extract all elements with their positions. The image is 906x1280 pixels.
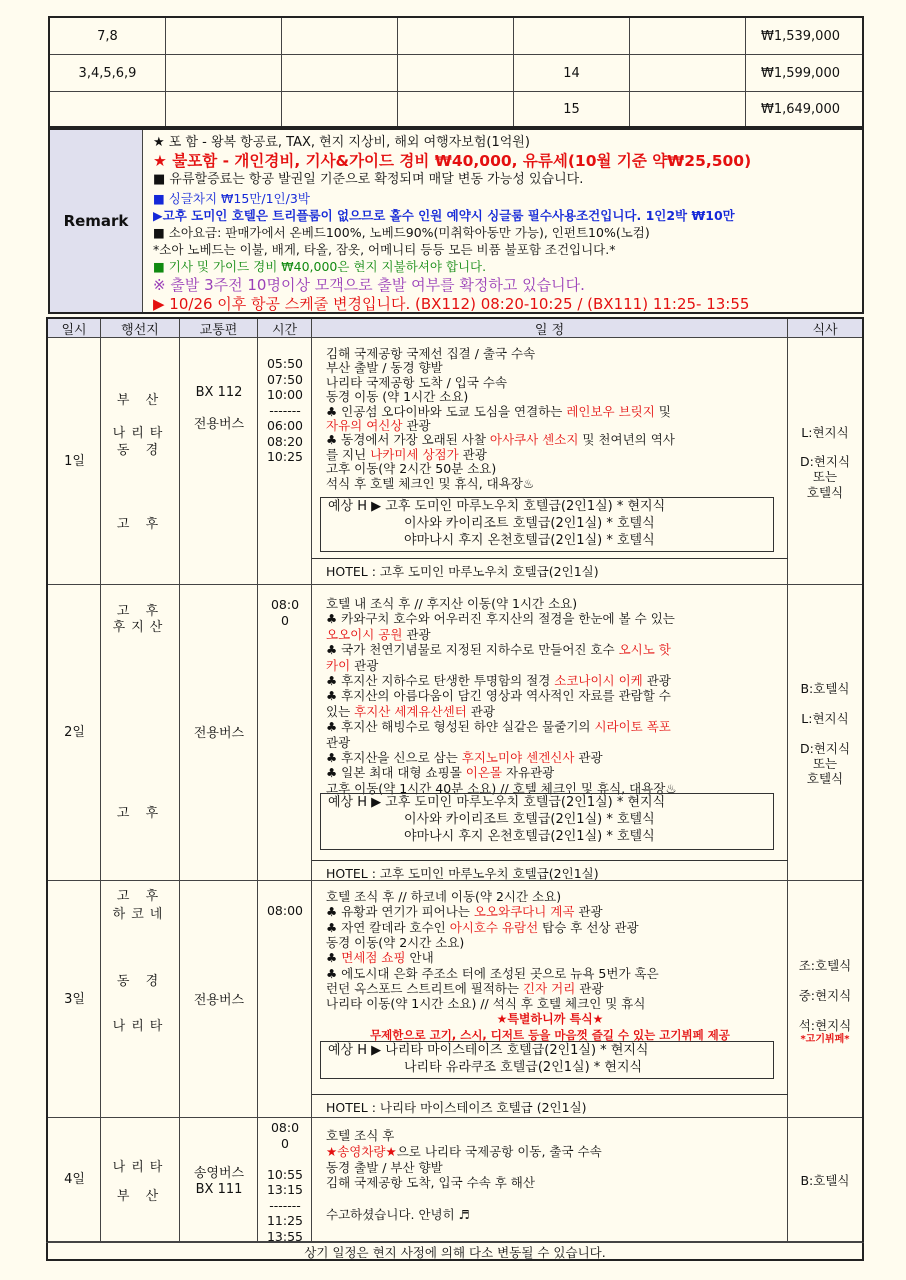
price-cell: 14 (514, 55, 630, 92)
schedule-header-cell: 식사 (788, 319, 862, 338)
meal-label: 또는 (812, 756, 838, 771)
itinerary-line: ♣ 면세점 쇼핑 안내 (326, 950, 434, 966)
itinerary-line: 동경 출발 / 부산 향발 (326, 1159, 443, 1175)
schedule-cell (180, 338, 258, 585)
hotel-line: HOTEL : 고후 도미인 마루노우치 호텔급(2인1실) (326, 866, 599, 881)
itinerary-line: 호텔 조식 후 (326, 1128, 395, 1143)
schedule-footer: 상기 일정은 현지 사정에 의해 다소 변동될 수 있습니다. (46, 1242, 864, 1262)
price-cell (282, 55, 398, 92)
remark-line: ■ 기사 및 가이드 경비 ₩40,000은 현지 지불하셔야 합니다. (153, 259, 487, 274)
destination-label: 나리타 (112, 1019, 169, 1034)
price-cell (398, 55, 514, 92)
price-cell (514, 18, 630, 55)
price-cell (50, 92, 166, 126)
price-cell: 3,4,5,6,9 (50, 55, 166, 92)
itinerary-line: 관광 (326, 734, 351, 750)
hotel-option: 이사와 카이리조트 호텔급(2인1실) * 호텔식 (404, 516, 655, 531)
schedule-header-cell: 일 정 (312, 319, 788, 338)
schedule-header-cell: 시간 (258, 319, 312, 338)
itinerary-line: 동경 이동 (약 1시간 소요) (326, 389, 469, 405)
price-cell: ₩1,649,000 (760, 101, 840, 117)
itinerary-line: 런던 옥스포드 스트리트에 필적하는 긴자 거리 관광 (326, 980, 604, 996)
hotel-line: HOTEL : 고후 도미인 마루노우치 호텔급(2인1실) (326, 564, 599, 579)
time-label: 13:15 (266, 1182, 304, 1197)
time-label: ------- (269, 402, 301, 418)
destination-label: 부 산 (116, 1189, 165, 1204)
meal-label: *고기뷔페* (800, 1034, 850, 1045)
itinerary-line: ♣ 인공섬 오다이바와 도쿄 도심을 연결하는 레인보우 브릿지 및 (326, 403, 671, 419)
hotel-option: 예상 H ▶ 고후 도미인 마루노우치 호텔급(2인1실) * 현지식 (328, 795, 666, 810)
destination-label: 부 산 (116, 393, 165, 408)
time-label: 05:50 (266, 356, 304, 371)
price-cell: 15 (514, 92, 630, 126)
time-label: 0 (281, 612, 289, 628)
transport-label: BX 112 (195, 385, 243, 400)
itinerary-line: 나리타 국제공항 도착 / 입국 수속 (326, 374, 508, 390)
price-cell (166, 18, 282, 55)
remark-line: ▶ 10/26 이후 항공 스케줄 변경입니다. (BX112) 08:20-10:25 / (BX111) 11:25- 13:55 (153, 295, 750, 313)
time-label: 10:55 (266, 1166, 304, 1182)
hotel-option: 야마나시 후지 온천호텔급(2인1실) * 호텔식 (404, 533, 655, 548)
itinerary-line: ♣ 후지산의 아름다움이 담긴 영상과 역사적인 자료를 관람할 수 (326, 688, 671, 704)
time-label: 06:00 (266, 418, 304, 433)
price-cell (282, 18, 398, 55)
destination-label: 고 후 (116, 889, 165, 904)
itinerary-line: ♣ 일본 최대 대형 쇼핑몰 이온몰 자유관광 (326, 765, 555, 781)
destination-label: 고 후 (116, 517, 165, 532)
destination-label: 나리타 (112, 426, 169, 441)
price-cell (282, 92, 398, 126)
schedule-header-cell: 교통편 (180, 319, 258, 338)
itinerary-line: 부산 출발 / 동경 향발 (326, 360, 443, 376)
destination-label: 동 경 (116, 443, 165, 458)
schedule-header-cell: 일시 (48, 319, 101, 338)
meal-label: D:현지식 (799, 741, 851, 756)
destination-label: 고 후 (116, 604, 165, 619)
time-label: 08:0 (270, 1120, 300, 1135)
itinerary-line: ♣ 후지산 해빙수로 형성된 하얀 실같은 물줄기의 시라이토 폭포 (326, 719, 671, 735)
schedule-cell (788, 585, 862, 881)
hotel-line: HOTEL : 나리타 마이스테이즈 호텔급 (2인1실) (326, 1100, 587, 1115)
time-label: ------- (269, 1197, 301, 1213)
itinerary-line: 김해 국제공항 국제선 집결 / 출국 수속 (326, 346, 536, 361)
time-label: 10:25 (266, 449, 304, 464)
schedule-cell (101, 1118, 180, 1242)
itinerary-line: 석식 후 호텔 체크인 및 휴식, 대욕장♨ (326, 475, 535, 491)
itinerary-line: ♣ 후지산 지하수로 탄생한 투명함의 절경 소코나이시 이케 관광 (326, 673, 671, 688)
hotel-option: 이사와 카이리조트 호텔급(2인1실) * 호텔식 (404, 812, 655, 827)
transport-label: 전용버스 (193, 417, 245, 432)
day-label: 4일 (64, 1172, 85, 1187)
price-cell (630, 92, 746, 126)
schedule-cell (101, 338, 180, 585)
itinerary-line: 수고하셨습니다. 안녕히 ♬ (326, 1207, 470, 1222)
transport-label: BX 111 (195, 1182, 243, 1197)
time-label: 0 (281, 1135, 289, 1151)
itinerary-line: ♣ 카와구치 호수와 어우러진 후지산의 절경을 한눈에 볼 수 있는 (326, 611, 675, 627)
price-cell: 7,8 (50, 18, 166, 55)
meal-label: 조:호텔식 (798, 958, 852, 973)
itinerary-line: 있는 후지산 세계유산센터 관광 (326, 703, 495, 719)
time-label: 08:0 (270, 597, 300, 612)
meal-label: 호텔식 (806, 771, 844, 786)
remark-line: ▶고후 도미인 호텔은 트리플룸이 없으므로 홀수 인원 예약시 싱글룸 필수사용조건입니다. 1인2박 ₩10만 (153, 208, 735, 223)
time-label: 11:25 (266, 1213, 304, 1228)
destination-label: 나리타 (112, 1160, 169, 1175)
schedule-cell (258, 585, 312, 881)
remark-line: ★ 불포함 - 개인경비, 기사&가이드 경비 ₩40,000, 유류세(10월 기준 약₩25,500) (153, 152, 752, 170)
hotel-divider (312, 558, 788, 559)
itinerary-line: ♣ 유황과 연기가 피어나는 오오와쿠다니 계곡 관광 (326, 904, 603, 920)
itinerary-line: 무제한으로 고기, 스시, 디저트 등을 마음껏 즐길 수 있는 고기뷔페 제공 (370, 1027, 730, 1042)
meal-label: D:현지식 (799, 454, 851, 469)
meal-label: L:현지식 (801, 425, 849, 440)
hotel-option: 나리타 유라쿠조 호텔급(2인1실) * 현지식 (404, 1060, 643, 1075)
price-cell (166, 55, 282, 92)
destination-label: 고 후 (116, 806, 165, 821)
transport-label: 전용버스 (193, 726, 245, 741)
remark-line: ■ 싱글차지 ₩15만/1인/3박 (153, 191, 310, 206)
itinerary-line: ♣ 자연 칼데라 호수인 아시호수 유람선 탑승 후 선상 관광 (326, 919, 639, 935)
itinerary-line: ♣ 국가 천연기념물로 지정된 지하수로 만들어진 호수 오시노 핫 (326, 642, 671, 658)
itinerary-line: 동경 이동(약 2시간 소요) (326, 934, 465, 950)
price-cell: ₩1,539,000 (746, 18, 862, 55)
itinerary-line: 를 지닌 나카미세 상점가 관광 (326, 446, 487, 462)
meal-label: 호텔식 (806, 485, 844, 500)
itinerary-line: ★송영차량★으로 나리타 국제공항 이동, 출국 수속 (326, 1143, 602, 1159)
itinerary-line: 나리타 이동(약 1시간 소요) // 석식 후 호텔 체크인 및 휴식 (326, 996, 646, 1012)
hotel-divider (312, 860, 788, 861)
price-cell (398, 92, 514, 126)
remark-line: ※ 출발 3주전 10명이상 모객으로 출발 여부를 확정하고 있습니다. (153, 276, 585, 294)
itinerary-line: 카이 관광 (326, 657, 379, 673)
time-label: 10:00 (266, 387, 304, 402)
destination-label: 동 경 (116, 974, 165, 989)
itinerary-line: 호텔 내 조식 후 // 후지산 이동(약 1시간 소요) (326, 596, 578, 611)
meal-label: L:현지식 (801, 711, 849, 726)
price-cell (398, 18, 514, 55)
itinerary-line: 오오이시 공원 관광 (326, 626, 431, 642)
transport-label: 송영버스 (193, 1166, 245, 1181)
transport-label: 전용버스 (193, 993, 245, 1008)
remark-line: ■ 소아요금: 판매가에서 온베드100%, 노베드90%(미취학아동만 가능), 인펀트10%(노컴) (153, 225, 650, 240)
remark-line: ■ 유류할증료는 항공 발권일 기준으로 확정되며 매달 변동 가능성 있습니다. (153, 172, 584, 187)
meal-label: 또는 (812, 469, 838, 484)
itinerary-line: 김해 국제공항 도착, 입국 수속 후 해산 (326, 1175, 535, 1191)
price-cell (630, 55, 746, 92)
itinerary-line: ★특별하니까 특식★ (496, 1012, 604, 1027)
meal-label: B:호텔식 (800, 1173, 850, 1188)
price-cell (166, 92, 282, 126)
remark-label-cell (50, 130, 143, 312)
day-label: 1일 (64, 453, 85, 469)
remark-line: *소아 노베드는 이불, 배게, 타올, 잠옷, 어메니티 등등 모든 비품 불포함 조건입니다.* (153, 242, 616, 257)
hotel-option: 예상 H ▶ 고후 도미인 마루노우치 호텔급(2인1실) * 현지식 (328, 499, 666, 514)
itinerary-line: ♣ 동경에서 가장 오래된 사찰 아사쿠사 센소지 및 천여년의 역사 (326, 432, 675, 448)
meal-label: B:호텔식 (800, 681, 850, 696)
time-label: 08:20 (266, 433, 304, 449)
hotel-divider (312, 1094, 788, 1095)
remark-line: ★ 포 함 - 왕복 항공료, TAX, 현지 지상비, 해외 여행자보험(1억원) (153, 135, 530, 150)
day-label: 3일 (64, 991, 85, 1007)
itinerary-line: ♣ 에도시대 은화 주조소 터에 조성된 곳으로 뉴욕 5번가 혹은 (326, 965, 659, 981)
time-label: 08:00 (266, 903, 304, 918)
meal-label: 석:현지식 (798, 1018, 852, 1033)
remark-label: Remark (63, 212, 129, 230)
schedule-header-cell: 행선지 (101, 319, 180, 338)
itinerary-line: 호텔 조식 후 // 하코네 이동(약 2시간 소요) (326, 889, 562, 904)
destination-label: 하코네 (112, 907, 169, 922)
destination-label: 후지산 (112, 620, 169, 635)
itinerary-line: 자유의 여신상 관광 (326, 418, 431, 433)
time-label: 07:50 (266, 371, 304, 387)
itinerary-line: 고후 이동(약 1시간 40분 소요) // 호텔 체크인 및 휴식, 대욕장♨ (326, 780, 677, 796)
price-cell: ₩1,599,000 (746, 55, 862, 92)
hotel-option: 야마나시 후지 온천호텔급(2인1실) * 호텔식 (404, 829, 655, 844)
itinerary-line: 고후 이동(약 2시간 50분 소요) (326, 461, 497, 477)
itinerary-line: ♣ 후지산을 신으로 삼는 후지노미야 센겐신사 관광 (326, 750, 603, 765)
price-cell (630, 18, 746, 55)
hotel-option: 예상 H ▶ 나리타 마이스테이즈 호텔급(2인1실) * 현지식 (328, 1043, 649, 1058)
day-label: 2일 (64, 725, 85, 740)
meal-label: 중:현지식 (798, 988, 852, 1003)
time-label: 13:55 (266, 1228, 304, 1244)
